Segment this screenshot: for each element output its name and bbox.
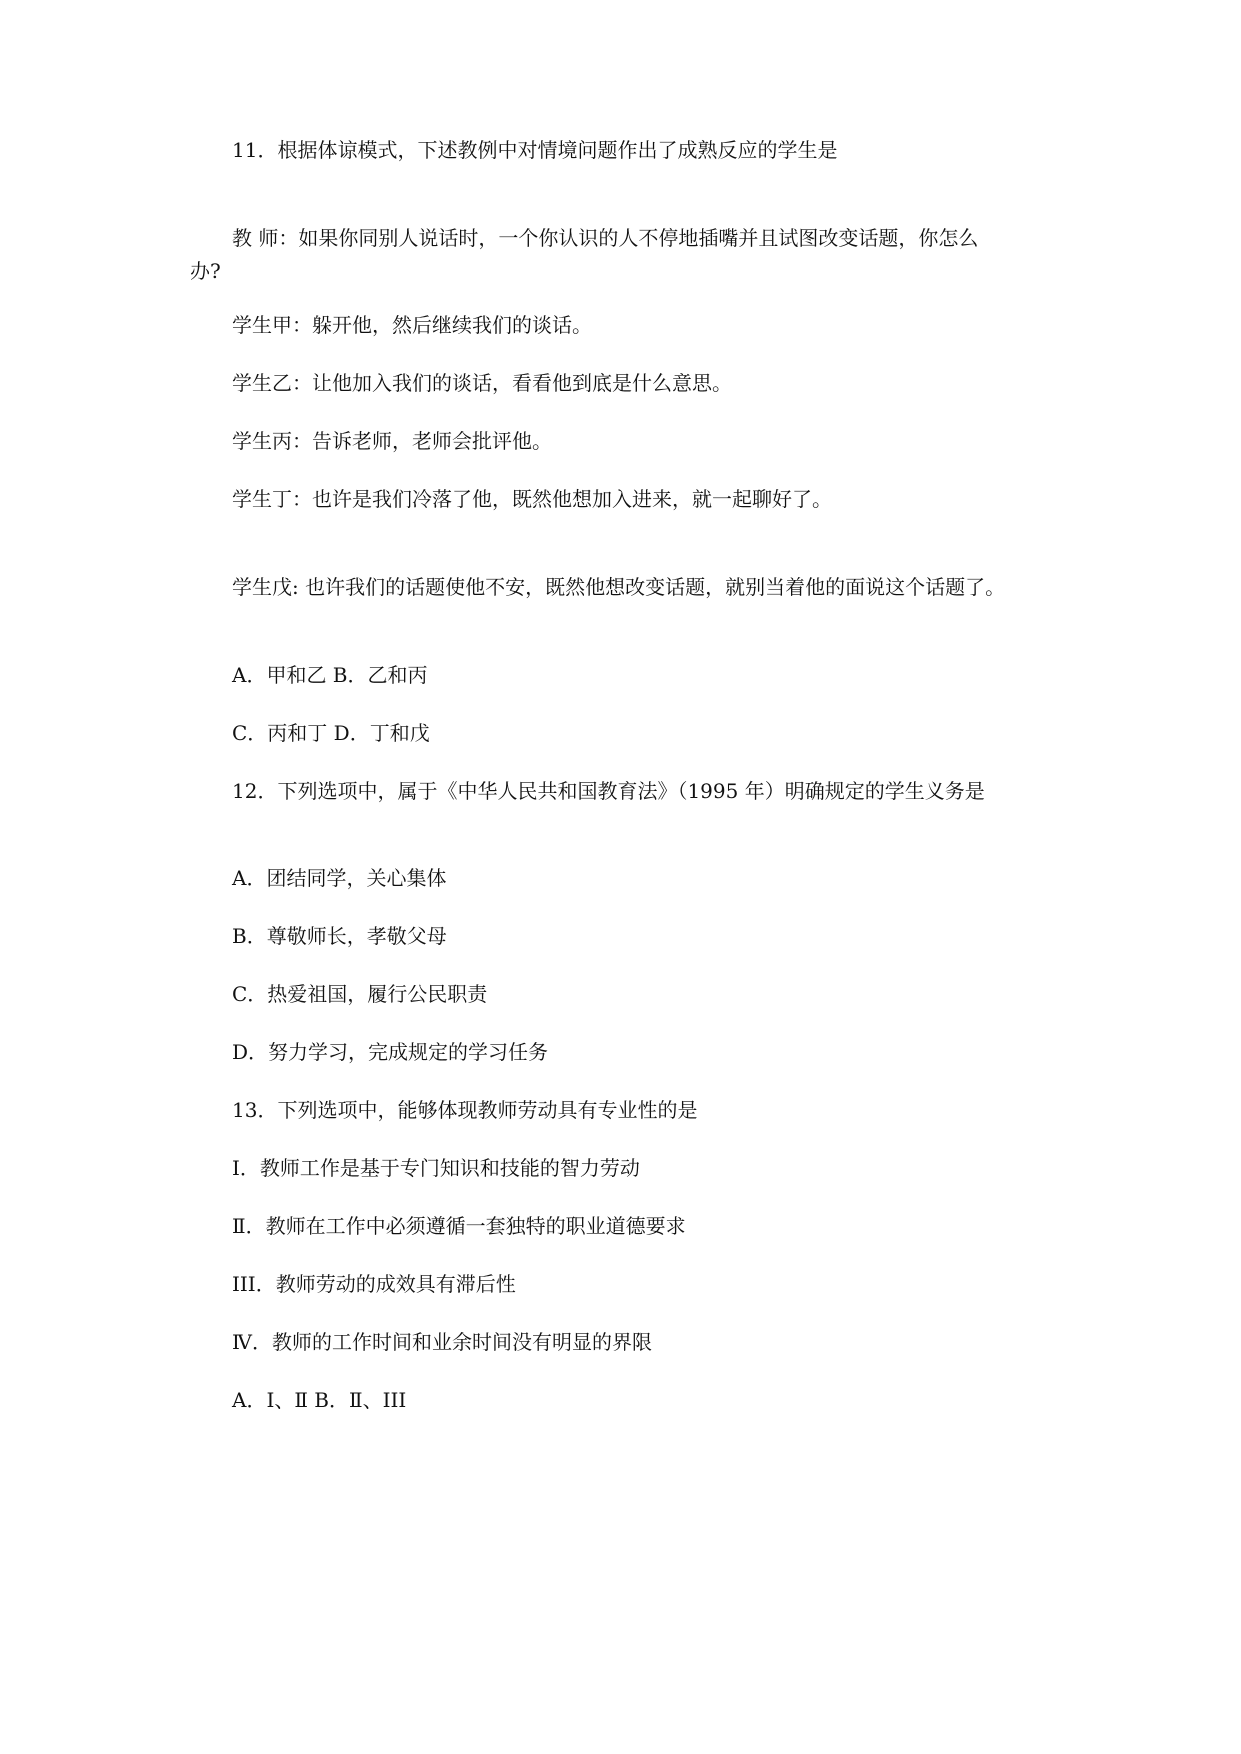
question-12-option-a: A．团结同学，关心集体: [232, 866, 447, 890]
question-13-item-3: III．教师劳动的成效具有滞后性: [232, 1272, 516, 1296]
student-d-answer: 学生丁：也许是我们冷落了他，既然他想加入进来，就一起聊好了。: [232, 487, 832, 511]
question-11-options-cd: C．丙和丁 D．丁和戊: [232, 721, 430, 745]
student-b-answer: 学生乙：让他加入我们的谈话，看看他到底是什么意思。: [232, 371, 732, 395]
teacher-dialogue-line-2: 办?: [190, 259, 221, 283]
teacher-dialogue-line-1: 教 师：如果你同别人说话时，一个你认识的人不停地插嘴并且试图改变话题，你怎么: [232, 226, 979, 250]
student-c-answer: 学生丙：告诉老师，老师会批评他。: [232, 429, 552, 453]
question-13-options-ab: A．Ⅰ、Ⅱ B．Ⅱ、III: [232, 1388, 407, 1412]
student-a-answer: 学生甲：躲开他，然后继续我们的谈话。: [232, 313, 592, 337]
question-11-stem: 11．根据体谅模式，下述教例中对情境问题作出了成熟反应的学生是: [232, 138, 838, 162]
question-13-item-4: Ⅳ．教师的工作时间和业余时间没有明显的界限: [232, 1330, 652, 1354]
question-12-option-b: B．尊敬师长，孝敬父母: [232, 924, 447, 948]
question-13-item-1: Ⅰ．教师工作是基于专门知识和技能的智力劳动: [232, 1156, 640, 1180]
question-12-option-d: D．努力学习，完成规定的学习任务: [232, 1040, 549, 1064]
student-e-answer: 学生戊: 也许我们的话题使他不安，既然他想改变话题，就别当着他的面说这个话题了。: [232, 575, 1006, 599]
question-13-stem: 13．下列选项中，能够体现教师劳动具有专业性的是: [232, 1098, 698, 1122]
question-12-option-c: C．热爱祖国，履行公民职责: [232, 982, 488, 1006]
question-13-item-2: Ⅱ．教师在工作中必须遵循一套独特的职业道德要求: [232, 1214, 686, 1238]
question-12-stem: 12．下列选项中，属于《中华人民共和国教育法》（1995 年）明确规定的学生义务是: [232, 779, 985, 803]
question-11-options-ab: A．甲和乙 B．乙和丙: [232, 663, 428, 687]
